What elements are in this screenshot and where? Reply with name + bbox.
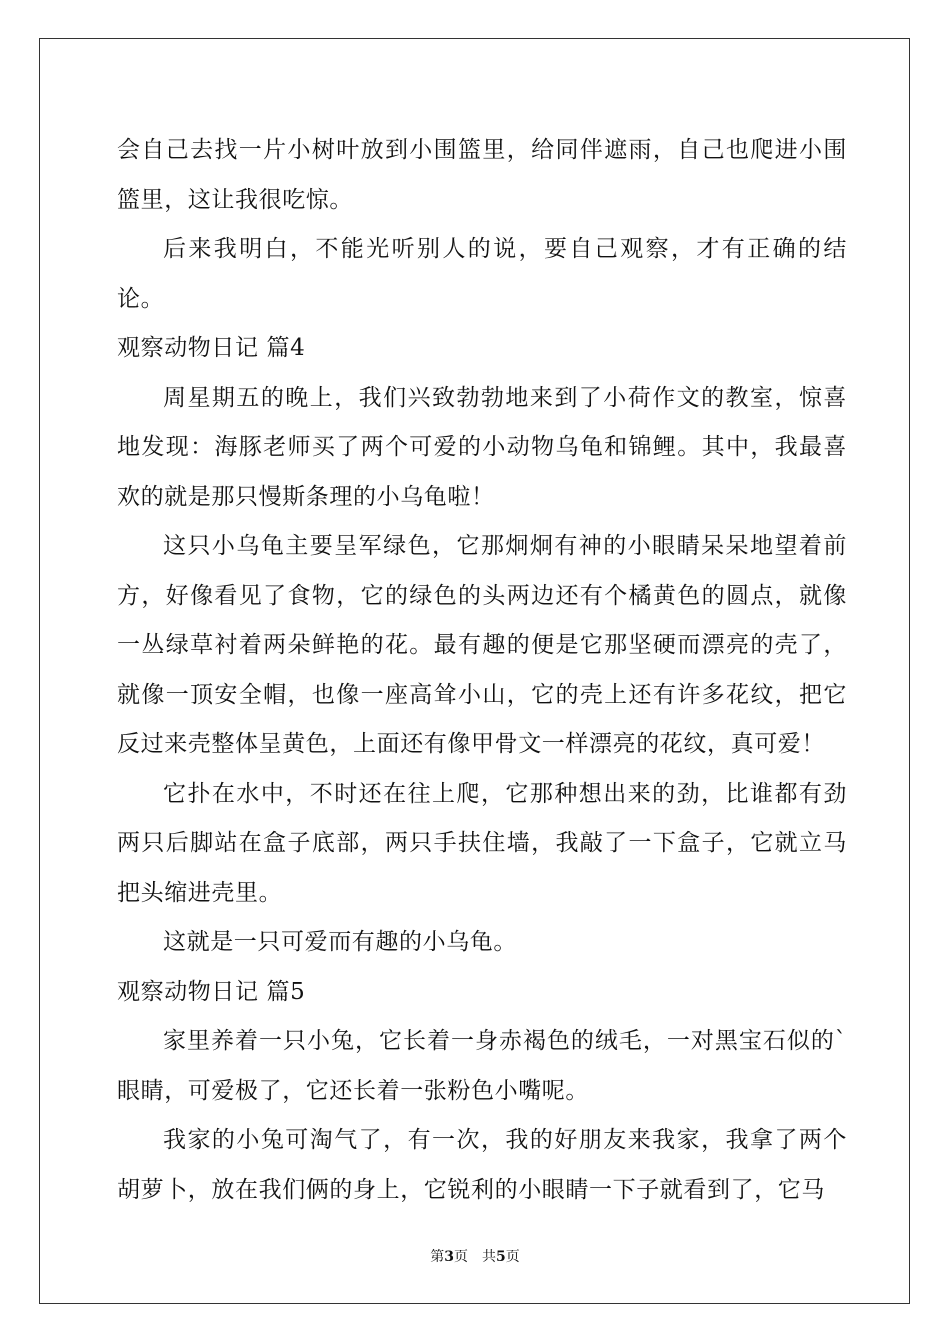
paragraph: 会自己去找一片小树叶放到小围篮里，给同伴遮雨，自己也爬进小围篮里，这让我很吃惊。 [117,137,847,213]
paragraph: 这就是一只可爱而有趣的小乌龟。 [163,929,517,955]
section-heading: 观察动物日记 篇5 [117,978,306,1005]
paragraph: 它扑在水中，不时还在往上爬，它那种想出来的劲，比谁都有劲两只后脚站在盒子底部，两只手扶住墙，我敲了一下盒子，它就立马把头缩进壳里。 [117,780,847,906]
footer-total-suffix: 页 [505,1249,520,1265]
footer-current-page: 3 [444,1249,454,1265]
page-footer [0,1246,950,1266]
footer-total-prefix: 共 [482,1249,496,1265]
footer-total-pages: 5 [496,1249,506,1265]
paragraph: 家里养着一只小兔，它长着一身赤褐色的绒毛，一对黑宝石似的`眼睛，可爱极了，它还长着一张粉色小嘴呢。 [117,1028,847,1104]
footer-prefix: 第 [430,1249,445,1265]
paragraph: 这只小乌龟主要呈军绿色，它那炯炯有神的小眼睛呆呆地望着前方，好像看见了食物，它的绿色的头两边还有个橘黄色的圆点，就像一丛绿草衬着两朵鲜艳的花。最有趣的便是它那坚硬而漂亮的壳了，就像一顶安全帽，也像一座高耸小山，它的壳上还有许多花纹，把它反过来壳整体呈黄色，上面还有像甲骨文一样漂亮的花纹，真可爱！ [117,533,847,757]
paragraph: 后来我明白，不能光听别人的说，要自己观察，才有正确的结论。 [117,236,847,312]
section-heading: 观察动物日记 篇4 [117,335,306,361]
document-body [117,126,847,1215]
paragraph: 我家的小兔可淘气了，有一次，我的好朋友来我家，我拿了两个胡萝卜，放在我们俩的身上，它锐利的小眼睛一下子就看到了，它马 [117,1127,847,1203]
footer-page-word: 页 [454,1249,468,1265]
paragraph: 周星期五的晚上，我们兴致勃勃地来到了小荷作文的教室，惊喜地发现：海豚老师买了两个可爱的小动物乌龟和锦鲤。其中，我最喜欢的就是那只慢斯条理的小乌龟啦！ [117,384,847,510]
